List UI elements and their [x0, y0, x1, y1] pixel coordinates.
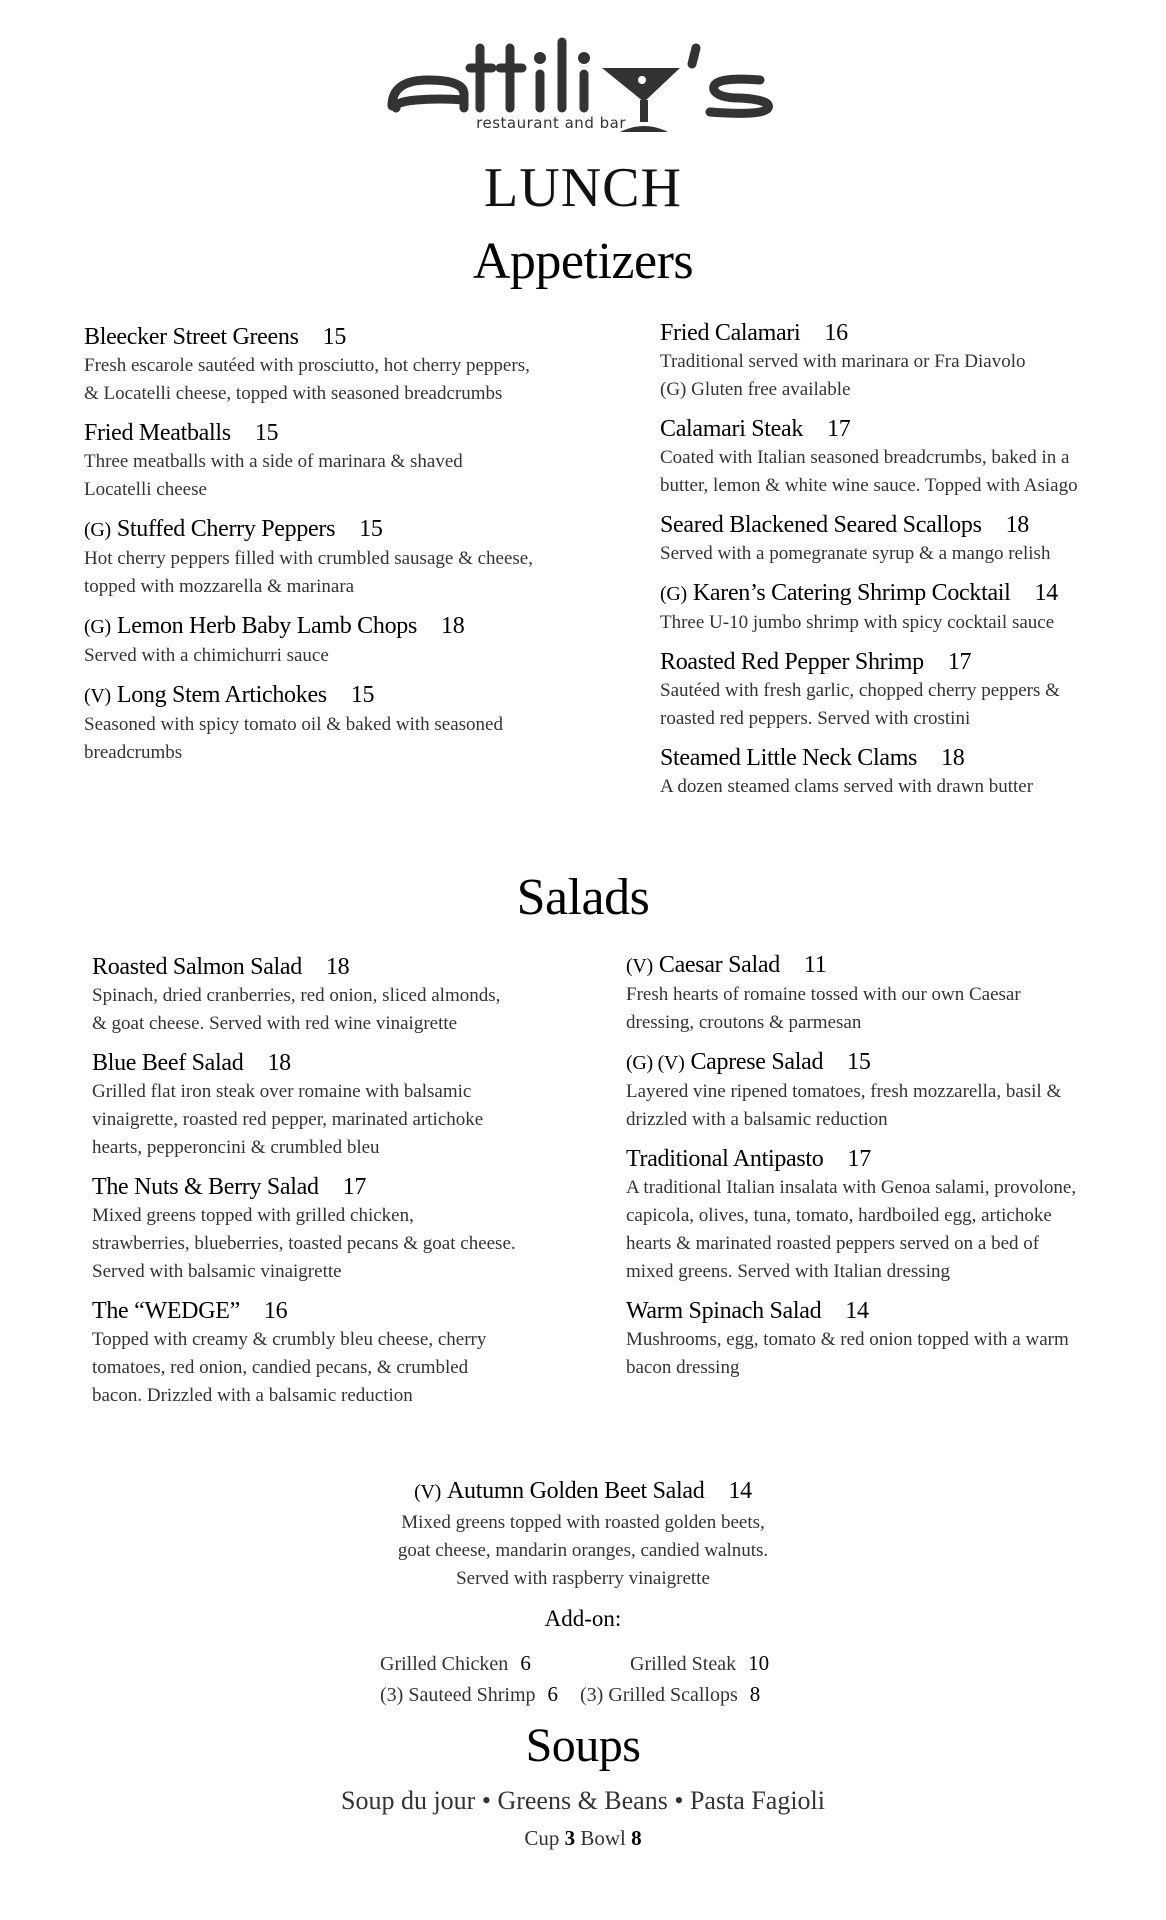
featured-salad-description: Mixed greens topped with roasted golden beets, goat cheese, mandarin oranges, candied walnuts. Served with raspberry vinaigrette — [397, 1512, 769, 1589]
salads-left-column — [92, 952, 572, 1420]
menu-item-name: Karen’s Catering Shrimp Cocktail — [692, 580, 1011, 606]
menu-item-name: Traditional Antipasto — [626, 1146, 824, 1172]
menu-item-name: Steamed Little Neck Clams — [660, 745, 918, 771]
featured-salad — [0, 1476, 1166, 1593]
cup-price: 3 — [564, 1826, 576, 1850]
menu-item-tag: (V) — [626, 955, 653, 977]
soups-list: Soup du jour • Greens & Beans • Pasta Fagioli — [341, 1786, 825, 1815]
menu-item-heading — [626, 1296, 1146, 1326]
menu-item-price: 15 — [350, 682, 375, 708]
menu-item-name: Calamari Steak — [660, 416, 804, 442]
menu-item-price: 18 — [1005, 512, 1030, 538]
menu-item-heading — [660, 647, 1140, 677]
menu-item-price: 17 — [827, 416, 851, 442]
menu-item-description: Grilled flat iron steak over romaine with balsamic vinaigrette, roasted red pepper, marinated artichoke hearts, pepperoncini & crumbled bleu — [92, 1081, 484, 1158]
menu-item-tag: (G) (V) — [626, 1052, 685, 1074]
menu-item-description: Mixed greens topped with grilled chicken, strawberries, blueberries, toasted pecans & goat cheese. Served with balsamic vinaigrette — [92, 1205, 516, 1282]
menu-item — [660, 743, 1140, 801]
menu-item-name: Roasted Salmon Salad — [92, 954, 302, 980]
menu-item-price: 11 — [803, 952, 827, 978]
menu-item — [84, 680, 604, 767]
menu-item-price: 18 — [325, 954, 350, 980]
bowl-price: 8 — [631, 1826, 642, 1850]
menu-item-description: Three meatballs with a side of marinara & shaved Locatelli cheese — [84, 451, 463, 500]
menu-item-name: Caprese Salad — [690, 1049, 824, 1075]
menu-item-name: Bleecker Street Greens — [84, 324, 299, 350]
menu-item-name: Fried Calamari — [660, 320, 801, 346]
menu-item-description: Spinach, dried cranberries, red onion, sliced almonds, & goat cheese. Served with red wine vinaigrette — [92, 985, 501, 1034]
menu-item-description: Sautéed with fresh garlic, chopped cherry peppers & roasted red peppers. Served with crostini — [660, 680, 1060, 729]
menu-item-description: Fresh hearts of romaine tossed with our own Caesar dressing, croutons & parmesan — [626, 984, 1021, 1033]
menu-item-description: Mushrooms, egg, tomato & red onion topped with a warm bacon dressing — [626, 1329, 1069, 1378]
menu-item-description: Traditional served with marinara or Fra Diavolo (G) Gluten free available — [660, 351, 1026, 400]
menu-item — [660, 510, 1140, 568]
menu-item-heading — [84, 611, 604, 642]
menu-item — [92, 1048, 572, 1162]
cup-label: Cup — [524, 1826, 560, 1850]
menu-item-name: Seared Blackened Seared Scallops — [660, 512, 982, 538]
salads-title: Salads — [516, 869, 650, 926]
menu-item-tag: (G) — [660, 583, 687, 605]
menu-item-description: Topped with creamy & crumbly bleu cheese, cherry tomatoes, red onion, candied pecans, & crumbled bacon. Drizzled with a balsamic reduction — [92, 1329, 487, 1406]
featured-salad-price: 14 — [728, 1478, 752, 1504]
logo-tagline: restaurant and bar — [476, 114, 626, 132]
menu-item-price: 15 — [254, 420, 279, 446]
bowl-label: Bowl — [580, 1826, 626, 1850]
appetizers-right-column — [660, 318, 1140, 811]
addon-item: (3) Sauteed Shrimp 6 — [380, 1682, 559, 1706]
addon-title: Add-on: — [544, 1606, 622, 1631]
menu-item — [660, 647, 1140, 733]
menu-item — [626, 1144, 1146, 1286]
menu-item-price: 17 — [342, 1174, 367, 1200]
menu-item-heading — [660, 318, 1140, 348]
menu-item-price: 14 — [845, 1298, 869, 1324]
menu-item — [660, 318, 1140, 404]
menu-item-description: Layered vine ripened tomatoes, fresh mozzarella, basil & drizzled with a balsamic reduction — [626, 1081, 1062, 1130]
menu-item-description: Seasoned with spicy tomato oil & baked with seasoned breadcrumbs — [84, 714, 503, 763]
menu-item-price: 18 — [441, 613, 465, 639]
menu-item-tag: (V) — [84, 685, 111, 707]
menu-item-price: 18 — [267, 1050, 291, 1076]
menu-item-price: 15 — [359, 516, 383, 542]
menu-item-description: Coated with Italian seasoned breadcrumbs, baked in a butter, lemon & white wine sauce. Topped with Asiago — [660, 447, 1078, 496]
menu-item-price: 15 — [847, 1049, 871, 1075]
menu-item-heading — [84, 680, 604, 711]
soups-sizes — [0, 1826, 1166, 1851]
menu-item-description: Hot cherry peppers filled with crumbled sausage & cheese, topped with mozzarella & marinara — [84, 548, 533, 597]
menu-item-description: Served with a chimichurri sauce — [84, 645, 329, 666]
menu-item-name: Long Stem Artichokes — [116, 682, 327, 708]
menu-item-heading — [660, 510, 1140, 540]
menu-item-description: Fresh escarole sautéed with prosciutto, hot cherry peppers, & Locatelli cheese, topped with seasoned breadcrumbs — [84, 355, 530, 404]
menu-item-name: Caesar Salad — [658, 952, 780, 978]
menu-item-price: 17 — [947, 649, 972, 675]
menu-item-heading — [626, 1047, 1146, 1078]
menu-item-name: Roasted Red Pepper Shrimp — [660, 649, 924, 675]
menu-item-heading — [626, 950, 1146, 981]
menu-item-price: 18 — [941, 745, 965, 771]
menu-item-description: A traditional Italian insalata with Genoa salami, provolone, capicola, olives, tuna, tomato, hardboiled egg, artichoke hearts & marinated roasted peppers served on a bed of mixed greens. Served with Italian dressing — [626, 1177, 1077, 1282]
menu-item-heading — [84, 418, 604, 448]
menu-item-price: 16 — [263, 1298, 288, 1324]
menu-item-name: Warm Spinach Salad — [626, 1298, 822, 1324]
menu-item — [84, 514, 604, 601]
menu-item — [92, 1296, 572, 1410]
featured-salad-name: Autumn Golden Beet Salad — [447, 1478, 705, 1504]
menu-item-name: Lemon Herb Baby Lamb Chops — [116, 613, 418, 639]
menu-item — [92, 952, 572, 1038]
soups-title: Soups — [525, 1719, 641, 1772]
menu-item-description: Three U-10 jumbo shrimp with spicy cocktail sauce — [660, 612, 1055, 633]
menu-item-heading — [660, 578, 1140, 609]
menu-item-name: The “WEDGE” — [92, 1298, 240, 1324]
addon-item: Grilled Steak 10 — [630, 1651, 770, 1675]
menu-item — [84, 611, 604, 670]
menu-item — [84, 322, 604, 408]
menu-title: LUNCH — [484, 157, 682, 219]
menu-item-heading — [92, 1172, 572, 1202]
addon-item: Grilled Chicken 6 — [380, 1651, 531, 1675]
menu-item-heading — [92, 952, 572, 982]
menu-item-tag: (G) — [84, 616, 111, 638]
menu-item — [626, 1047, 1146, 1134]
menu-item-heading — [84, 514, 604, 545]
menu-item-name: Blue Beef Salad — [92, 1050, 244, 1076]
addon-item: (3) Grilled Scallops 8 — [580, 1682, 761, 1706]
menu-item — [626, 950, 1146, 1037]
menu-item-name: Fried Meatballs — [84, 420, 231, 446]
menu-item-price: 14 — [1034, 580, 1058, 606]
appetizers-title: Appetizers — [472, 233, 694, 290]
menu-item — [660, 414, 1140, 500]
menu-item-description: Served with a pomegranate syrup & a mango relish — [660, 543, 1051, 564]
menu-item-name: Stuffed Cherry Peppers — [116, 516, 336, 542]
menu-item — [626, 1296, 1146, 1382]
addon-list — [380, 1648, 800, 1710]
menu-item-name: The Nuts & Berry Salad — [92, 1174, 319, 1200]
menu-item-heading — [92, 1048, 572, 1078]
menu-item — [84, 418, 604, 504]
menu-item-heading — [92, 1296, 572, 1326]
featured-salad-tag: (V) — [414, 1481, 442, 1503]
menu-item-heading — [84, 322, 604, 352]
menu-item-tag: (G) — [84, 519, 111, 541]
featured-salad-heading — [0, 1476, 1166, 1507]
menu-item-heading — [660, 743, 1140, 773]
menu-item — [660, 578, 1140, 637]
restaurant-logo — [380, 28, 800, 138]
menu-item-price: 16 — [824, 320, 848, 346]
salads-right-column — [626, 950, 1146, 1392]
menu-item-price: 15 — [322, 324, 347, 350]
menu-item-heading — [660, 414, 1140, 444]
menu-item-description: A dozen steamed clams served with drawn butter — [660, 776, 1034, 797]
appetizers-left-column — [84, 322, 604, 777]
menu-item-price: 17 — [847, 1146, 871, 1172]
menu-item — [92, 1172, 572, 1286]
menu-item-heading — [626, 1144, 1146, 1174]
